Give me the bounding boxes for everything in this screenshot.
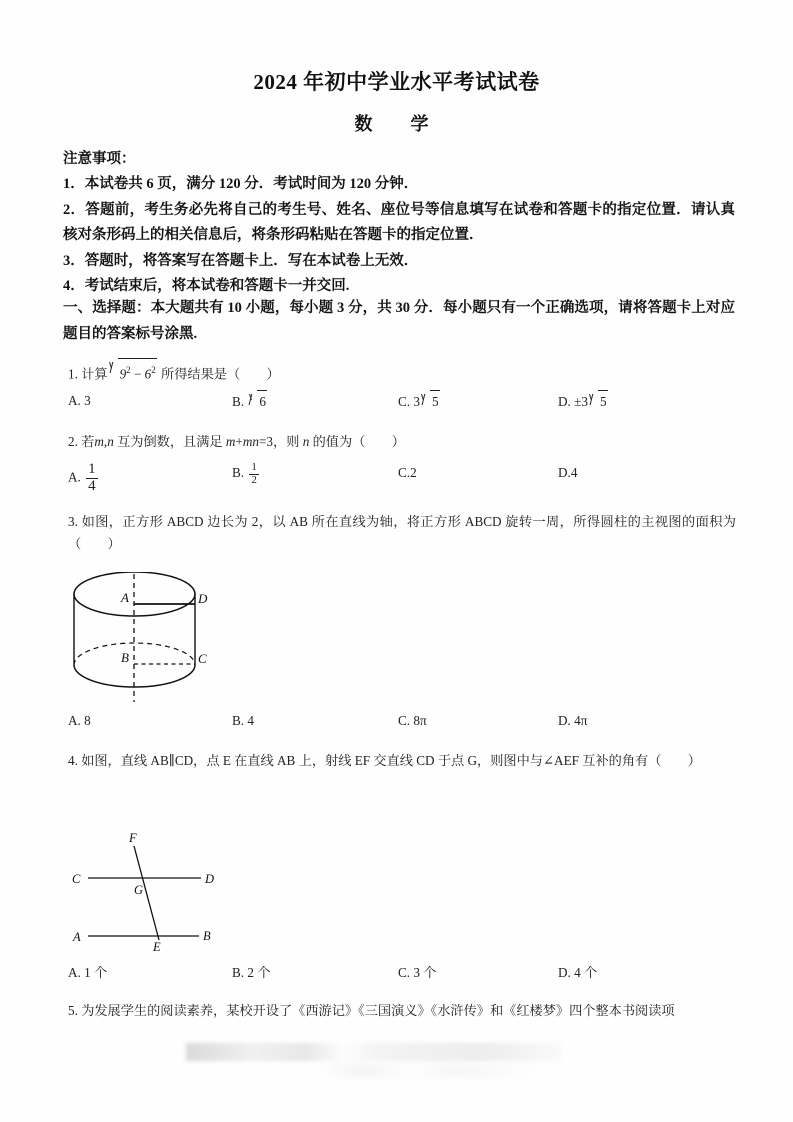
question-2 xyxy=(68,431,736,453)
question-4 xyxy=(68,750,736,772)
question-4-option-a[interactable]: A. 1 个 xyxy=(68,965,108,980)
question-1-stem-suffix: 所得结果是（ ） xyxy=(161,366,280,382)
question-2-stem xyxy=(68,431,736,453)
page-title: 2024 年初中学业水平考试试卷 xyxy=(253,70,540,94)
notice-item-1: 1．本试卷共 6 页，满分 120 分．考试时间为 120 分钟． xyxy=(63,176,419,192)
question-1-option-d[interactable]: D. ±3 5 xyxy=(558,390,609,413)
cylinder-label-D: D xyxy=(198,591,208,606)
question-3-number: 3. xyxy=(68,514,78,529)
question-3-option-c[interactable]: C. 8π xyxy=(398,713,427,728)
subject-title: 数 学 xyxy=(354,114,439,134)
redacted-watermark-secondary xyxy=(320,1064,540,1078)
question-4-option-c[interactable]: C. 3 个 xyxy=(398,965,437,980)
cylinder-label-A: A xyxy=(121,590,129,605)
question-5-number: 5. xyxy=(68,1003,78,1018)
question-1-options xyxy=(68,390,736,416)
label-F: F xyxy=(129,831,137,845)
question-5-stem-text: 为发展学生的阅读素养，某校开设了《西游记》《三国演义》《水浒传》和《红楼梦》四个整本书阅读项 xyxy=(81,1003,675,1018)
question-4-stem xyxy=(68,750,736,772)
question-1-option-b[interactable]: B. 6 xyxy=(232,390,268,413)
question-3-option-d[interactable]: D. 4π xyxy=(558,713,588,728)
question-2-options xyxy=(68,461,736,494)
notice-item-3: 3．答题时，将答案写在答题卡上．写在本试卷上无效． xyxy=(63,252,419,269)
question-2-option-a[interactable]: A. $\frac{1}{4}$ xyxy=(68,461,96,494)
radical-5-icon: 5 xyxy=(421,390,440,413)
label-A: A xyxy=(73,930,81,944)
question-2-option-c[interactable]: C.2 xyxy=(398,465,417,480)
notice-block xyxy=(63,146,735,300)
question-1-number: 1. xyxy=(68,366,78,382)
fraction-one-quarter: $\frac{1}{4}$ xyxy=(88,461,96,494)
question-2-option-d[interactable]: D.4 xyxy=(558,465,578,480)
question-1-option-a[interactable]: A. 3 xyxy=(68,393,91,408)
question-4-option-b[interactable]: B. 2 个 xyxy=(232,965,271,980)
question-1 xyxy=(68,358,736,385)
question-1-stem xyxy=(68,358,736,385)
cylinder-label-B: B xyxy=(121,650,129,665)
question-4-number: 4. xyxy=(68,753,78,768)
section-header-choice: 一、选择题：本大题共有 10 小题，每小题 3 分，共 30 分．每小题只有一个正确选项，请将答题卡上对应题目的答案标号涂黑. xyxy=(63,300,735,342)
question-2-option-b[interactable]: B. $\frac{1}{2}$ xyxy=(232,461,257,486)
redacted-watermark xyxy=(186,1043,561,1061)
question-2-number: 2. xyxy=(68,434,78,449)
question-3-option-b[interactable]: B. 4 xyxy=(232,713,254,728)
question-3-option-a[interactable]: A. 8 xyxy=(68,713,91,728)
question-4-stem-text: 如图，直线 AB∥CD，点 E 在直线 AB 上，射线 EF 交直线 CD 于点 G，则图中与∠AEF 互补的角有（ ） xyxy=(81,753,701,768)
label-B: B xyxy=(203,929,211,943)
label-C: C xyxy=(72,872,81,886)
question-1-radical: $9^2 - 6^2$ xyxy=(109,358,157,385)
question-2-stem-text: 若m,n 互为倒数，且满足 m+mn=3，则 n 的值为（ ） xyxy=(81,434,405,449)
cylinder-figure xyxy=(62,572,262,704)
question-3 xyxy=(68,511,736,555)
notice-heading: 注意事项： xyxy=(63,151,136,167)
notice-item-2: 2．答题前，考生务必先将自己的考生号、姓名、座位号等信息填写在试卷和答题卡的指定位置．请认真核对条形码上的相关信息后，将条形码粘贴在答题卡的指定位置． xyxy=(63,201,735,243)
question-3-options xyxy=(68,710,736,736)
question-4-options xyxy=(68,962,736,988)
label-E: E xyxy=(153,940,161,953)
question-1-option-c[interactable]: C. 3 5 xyxy=(398,390,441,413)
notice-item-4: 4．考试结束后，将本试卷和答题卡一并交回. xyxy=(63,278,350,294)
fraction-one-half: $\frac{1}{2}$ xyxy=(251,461,257,486)
label-G: G xyxy=(134,883,144,897)
parallel-lines-figure xyxy=(66,828,236,953)
question-1-stem-prefix: 计算 xyxy=(81,366,108,382)
question-3-stem xyxy=(68,511,736,555)
radical-6-icon: 6 xyxy=(248,390,267,413)
question-5-stem xyxy=(68,1000,736,1022)
question-4-option-d[interactable]: D. 4 个 xyxy=(558,965,598,980)
question-5 xyxy=(68,1000,736,1022)
label-D: D xyxy=(205,872,215,886)
question-3-stem-text: 如图，正方形 ABCD 边长为 2，以 AB 所在直线为轴，将正方形 ABCD 旋转一周，所得圆柱的主视图的面积为（ ） xyxy=(68,514,736,551)
radical-5b-icon: 5 xyxy=(589,390,608,413)
cylinder-label-C: C xyxy=(198,651,207,666)
